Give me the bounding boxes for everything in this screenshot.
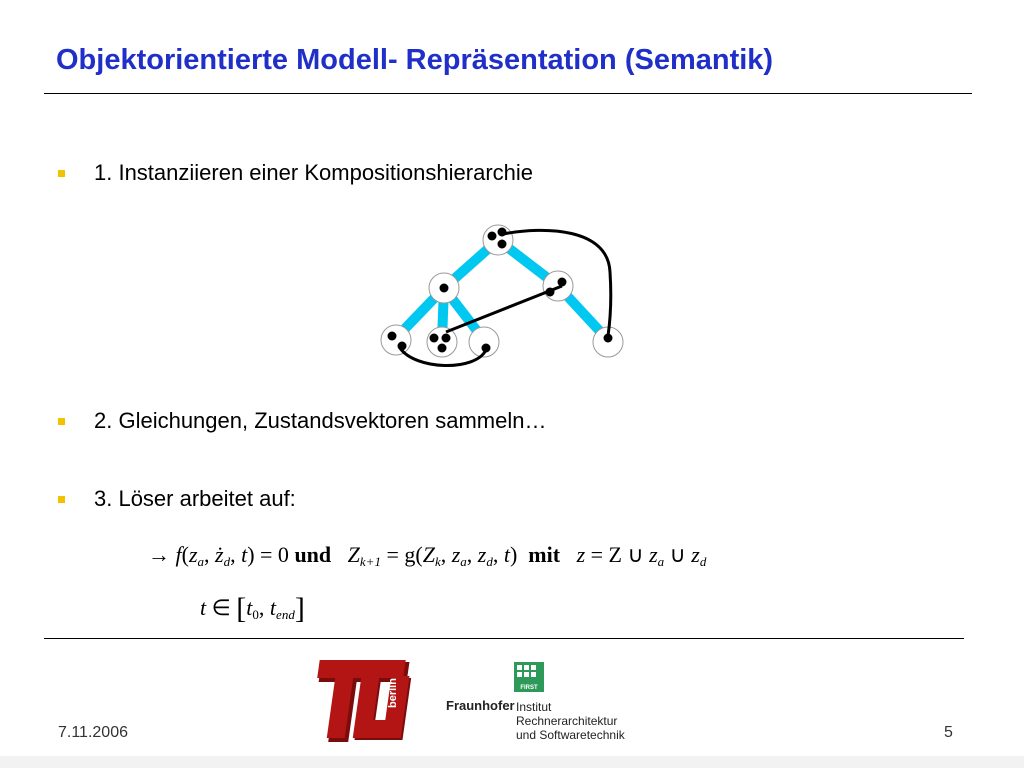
title-divider — [44, 93, 972, 94]
port-dot — [546, 288, 555, 297]
bullet-marker — [58, 170, 65, 177]
institute-name — [516, 700, 625, 742]
equation-line-2: t ∈ [$t_0$, $t_{end}$] — [200, 592, 305, 625]
bullet-marker — [58, 496, 65, 503]
port-dot — [388, 332, 397, 341]
fraunhofer-wordmark: Fraunhofer — [446, 698, 515, 713]
tu-berlin-logo — [310, 658, 422, 746]
port-dot — [498, 228, 507, 237]
page-number: 5 — [944, 724, 953, 741]
bullet-2-text: 2. Gleichungen, Zustandsvektoren sammeln… — [94, 408, 547, 433]
tree-ports — [388, 228, 613, 353]
port-dot — [482, 344, 491, 353]
port-dot — [442, 334, 451, 343]
port-dot — [430, 334, 439, 343]
institute-line: und Softwaretechnik — [516, 728, 625, 742]
institute-line: Rechnerarchitektur — [516, 714, 618, 728]
bottom-strip — [0, 756, 1024, 768]
tree-edges — [396, 240, 608, 340]
port-dot — [438, 344, 447, 353]
footer-date: 7.11.2006 — [58, 724, 128, 741]
bullet-1-text: 1. Instanziieren einer Kompositionshierarchie — [94, 160, 534, 185]
port-dot — [604, 334, 613, 343]
footer-divider — [44, 638, 964, 639]
tree-node — [381, 325, 411, 355]
composition-hierarchy-diagram — [370, 212, 640, 372]
port-dot — [398, 342, 407, 351]
slide-title: Objektorientierte Modell- Repräsentation (Semantik) — [56, 44, 774, 76]
tree-node — [483, 225, 513, 255]
port-dot — [558, 278, 567, 287]
bullet-marker — [58, 418, 65, 425]
port-dot — [488, 232, 497, 241]
svg-text:berlin: berlin — [387, 678, 399, 708]
port-dot — [440, 284, 449, 293]
equation-line-1: → $f(z_a$, $ż_d$, t) = 0 und $Z_{k+1} = g(Z_k$, $z_a$, $z_d$, t) mit z = Z ∪ $z_a$ ∪ $z_d$ — [148, 542, 707, 569]
port-dot — [498, 240, 507, 249]
institute-line: Institut — [516, 700, 552, 714]
svg-text:FIRST: FIRST — [520, 685, 538, 691]
fraunhofer-first-logo — [514, 662, 544, 692]
bullet-3-text: 3. Löser arbeitet auf: — [94, 486, 296, 511]
